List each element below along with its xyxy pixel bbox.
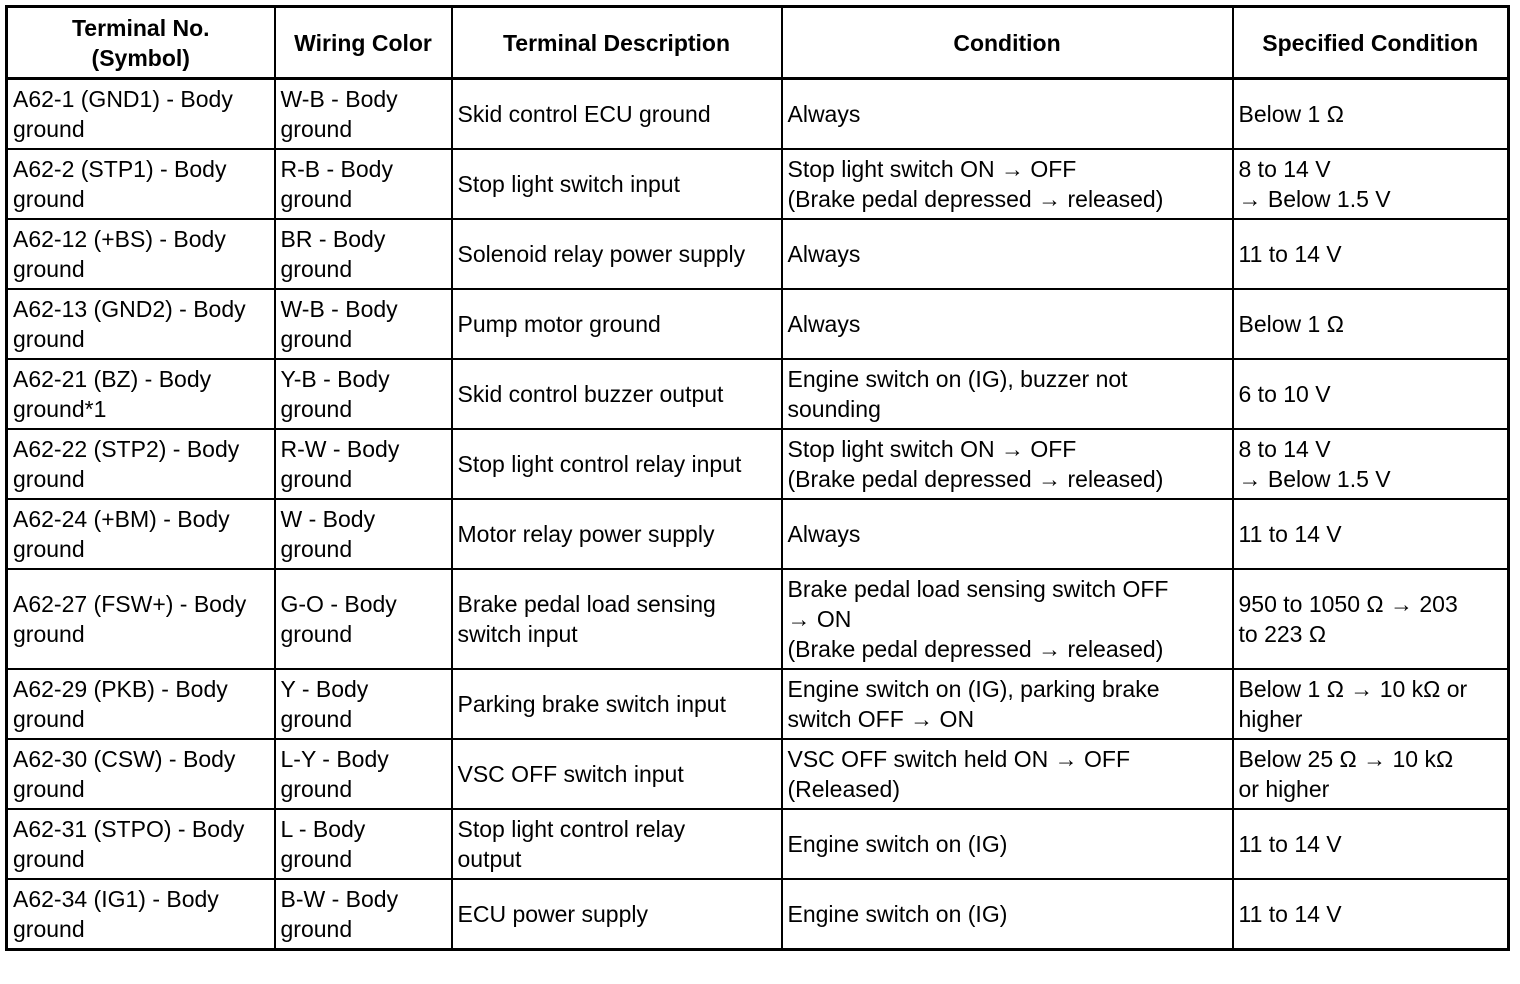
cell-condition: Brake pedal load sensing switch OFF → ON (Brake pedal depressed → released)	[782, 569, 1233, 669]
table-row	[7, 289, 1509, 359]
cell-wiring-color: L-Y - Body ground	[275, 739, 452, 809]
cell-condition: Stop light switch ON → OFF (Brake pedal depressed → released)	[782, 429, 1233, 499]
cell-condition: Always	[782, 79, 1233, 150]
cell-wiring-color: B-W - Body ground	[275, 879, 452, 950]
table-row	[7, 739, 1509, 809]
cell-terminal: A62-21 (BZ) - Body ground*1	[7, 359, 275, 429]
table-row	[7, 79, 1509, 150]
cell-description: Stop light switch input	[452, 149, 782, 219]
header-condition: Condition	[782, 7, 1233, 79]
cell-terminal: A62-2 (STP1) - Body ground	[7, 149, 275, 219]
cell-description: Stop light control relay output	[452, 809, 782, 879]
header-terminal-no: Terminal No. (Symbol)	[7, 7, 275, 79]
cell-terminal: A62-34 (IG1) - Body ground	[7, 879, 275, 950]
cell-specified-condition: Below 25 Ω → 10 kΩ or higher	[1233, 739, 1509, 809]
cell-terminal: A62-29 (PKB) - Body ground	[7, 669, 275, 739]
header-specified-condition: Specified Condition	[1233, 7, 1509, 79]
table-body	[7, 79, 1509, 950]
cell-terminal: A62-12 (+BS) - Body ground	[7, 219, 275, 289]
table-row	[7, 569, 1509, 669]
cell-wiring-color: L - Body ground	[275, 809, 452, 879]
cell-condition: Engine switch on (IG)	[782, 809, 1233, 879]
cell-condition: Always	[782, 219, 1233, 289]
cell-description: Solenoid relay power supply	[452, 219, 782, 289]
table-header	[7, 7, 1509, 79]
cell-terminal: A62-27 (FSW+) - Body ground	[7, 569, 275, 669]
cell-terminal: A62-22 (STP2) - Body ground	[7, 429, 275, 499]
cell-condition: Engine switch on (IG), parking brake switch OFF → ON	[782, 669, 1233, 739]
header-terminal-description: Terminal Description	[452, 7, 782, 79]
cell-wiring-color: G-O - Body ground	[275, 569, 452, 669]
cell-specified-condition: 11 to 14 V	[1233, 809, 1509, 879]
cell-specified-condition: 11 to 14 V	[1233, 499, 1509, 569]
cell-description: Skid control ECU ground	[452, 79, 782, 150]
cell-specified-condition: 11 to 14 V	[1233, 219, 1509, 289]
cell-terminal: A62-13 (GND2) - Body ground	[7, 289, 275, 359]
cell-condition: Engine switch on (IG)	[782, 879, 1233, 950]
cell-wiring-color: R-B - Body ground	[275, 149, 452, 219]
table-row	[7, 429, 1509, 499]
cell-condition: Always	[782, 289, 1233, 359]
cell-wiring-color: Y-B - Body ground	[275, 359, 452, 429]
cell-specified-condition: 11 to 14 V	[1233, 879, 1509, 950]
table-row	[7, 359, 1509, 429]
cell-specified-condition: Below 1 Ω	[1233, 289, 1509, 359]
cell-terminal: A62-24 (+BM) - Body ground	[7, 499, 275, 569]
table-row	[7, 879, 1509, 950]
cell-wiring-color: W-B - Body ground	[275, 79, 452, 150]
table-row	[7, 219, 1509, 289]
cell-wiring-color: Y - Body ground	[275, 669, 452, 739]
terminal-spec-table	[5, 5, 1510, 951]
cell-specified-condition: 950 to 1050 Ω → 203 to 223 Ω	[1233, 569, 1509, 669]
cell-description: Stop light control relay input	[452, 429, 782, 499]
cell-condition: Engine switch on (IG), buzzer not sounding	[782, 359, 1233, 429]
cell-description: Pump motor ground	[452, 289, 782, 359]
cell-specified-condition: Below 1 Ω	[1233, 79, 1509, 150]
cell-terminal: A62-1 (GND1) - Body ground	[7, 79, 275, 150]
cell-specified-condition: 8 to 14 V → Below 1.5 V	[1233, 149, 1509, 219]
table-row	[7, 669, 1509, 739]
cell-specified-condition: 6 to 10 V	[1233, 359, 1509, 429]
cell-description: Parking brake switch input	[452, 669, 782, 739]
cell-description: Motor relay power supply	[452, 499, 782, 569]
cell-wiring-color: W-B - Body ground	[275, 289, 452, 359]
cell-wiring-color: R-W - Body ground	[275, 429, 452, 499]
cell-wiring-color: BR - Body ground	[275, 219, 452, 289]
header-wiring-color: Wiring Color	[275, 7, 452, 79]
cell-description: Brake pedal load sensing switch input	[452, 569, 782, 669]
cell-description: VSC OFF switch input	[452, 739, 782, 809]
table-row	[7, 149, 1509, 219]
cell-description: ECU power supply	[452, 879, 782, 950]
cell-condition: VSC OFF switch held ON → OFF (Released)	[782, 739, 1233, 809]
header-row	[7, 7, 1509, 79]
cell-specified-condition: Below 1 Ω → 10 kΩ or higher	[1233, 669, 1509, 739]
table-row	[7, 809, 1509, 879]
cell-wiring-color: W - Body ground	[275, 499, 452, 569]
cell-terminal: A62-31 (STPO) - Body ground	[7, 809, 275, 879]
cell-condition: Stop light switch ON → OFF (Brake pedal depressed → released)	[782, 149, 1233, 219]
cell-description: Skid control buzzer output	[452, 359, 782, 429]
cell-specified-condition: 8 to 14 V → Below 1.5 V	[1233, 429, 1509, 499]
cell-condition: Always	[782, 499, 1233, 569]
table-row	[7, 499, 1509, 569]
cell-terminal: A62-30 (CSW) - Body ground	[7, 739, 275, 809]
